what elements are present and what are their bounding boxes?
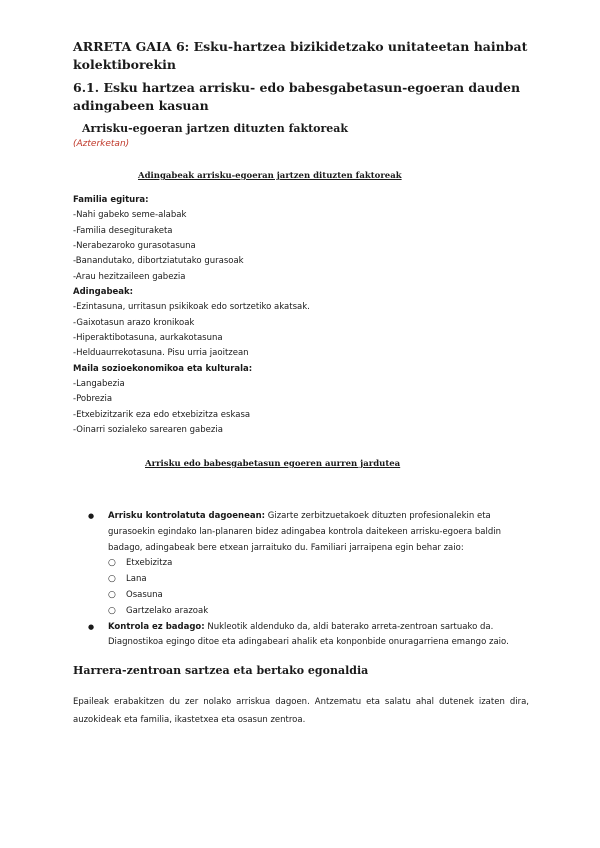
bullet-text: Nukleotik aldenduko da, aldi baterako arreta-zentroan sartuako da. Diagnostikoa egingo ditoe eta adingabeari ahalik eta konponbide onuragarriena emango zaio.: [108, 621, 509, 648]
subsection-title: Arrisku-egoeran jartzen dituzten faktoreak: [82, 122, 349, 135]
list-item: -Oinarri sozialeko sarearen gabezia: [73, 425, 223, 436]
filled-circle-bullet-icon: [88, 620, 98, 636]
hollow-circle-bullet-icon: ○: [108, 589, 116, 600]
factors-list: [73, 193, 533, 439]
list-item: -Hiperaktibotasuna, aurkakotasuna: [73, 333, 223, 344]
factor-group-label: Maila sozioekonomikoa eta kulturala:: [73, 363, 253, 374]
list-item: -Familia desegituraketa: [73, 225, 173, 236]
factors-heading: Adingabeak arrisku-egoeran jartzen dituzten faktoreak: [138, 171, 402, 181]
section-title: 6.1. Esku hartzea arrisku- edo babesgabetasun-egoeran dauden adingabeen kasuan: [73, 80, 521, 113]
hollow-circle-bullet-icon: ○: [108, 558, 116, 569]
list-item: -Etxebizitzarik eza edo etxebizitza eskasa: [73, 409, 251, 420]
hollow-circle-bullet-icon: ○: [108, 574, 116, 585]
list-item: -Arau hezitzaileen gabezia: [73, 271, 186, 282]
sub-item-text: Osasuna: [126, 589, 163, 600]
page-title: ARRETA GAIA 6: Esku-hartzea bizikidetzako unitateetan hainbat kolektiborekin: [73, 39, 528, 72]
sub-item-text: Etxebizitza: [126, 558, 173, 569]
bullet-label: Kontrola ez badago:: [108, 621, 205, 632]
actions-list: [88, 509, 528, 651]
hollow-circle-bullet-icon: ○: [108, 605, 116, 616]
sub-list-item: [88, 604, 528, 620]
entry-heading: Harrera-zentroan sartzea eta bertako egonaldia: [73, 664, 369, 677]
list-item: -Nerabezaroko gurasotasuna: [73, 241, 196, 252]
list-item: -Banandutako, dibortziatutako gurasoak: [73, 256, 244, 267]
list-item: -Langabezia: [73, 379, 125, 390]
bullet-item: [88, 620, 528, 652]
bullet-item: [88, 509, 528, 556]
exam-note: (Azterketan): [73, 139, 130, 149]
bullet-label: Arrisku kontrolatuta dagoenean:: [108, 511, 266, 521]
sub-list-item: [88, 572, 528, 588]
sub-list-item: [88, 556, 528, 572]
list-item: -Gaixotasun arazo kronikoak: [73, 317, 195, 328]
factor-group-label: Adingabeak:: [73, 287, 134, 298]
bullet-text: Gizarte zerbitzuetakoek dituzten profesionalekin eta gurasoekin egindako lan-planaren bidez adingabea kontrola daitekeen arrisku-egoera baldin badago, adingabeak bere etxean jarraituko du. Familiari jarraipena egin behar zaio:: [108, 511, 502, 553]
list-item: -Pobrezia: [73, 394, 113, 405]
sub-item-text: Gartzelako arazoak: [126, 605, 209, 616]
entry-paragraph: Epaileak erabakitzen du zer nolako arriskua dagoen. Antzematu eta salatu ahal dutenek izaten dira, auzokideak eta familia, ikastetxea eta osasun zentroa.: [73, 697, 529, 725]
actions-heading: Arrisku edo babesgabetasun egoeren aurren jarduteа: [145, 459, 401, 469]
factor-group-label: Familia egitura:: [73, 195, 149, 205]
list-item: -Ezintasuna, urritasun psikikoak edo sortzetiko akatsak.: [73, 302, 310, 313]
sub-list: [88, 556, 528, 619]
sub-item-text: Lana: [126, 574, 147, 585]
list-item: -Helduaurrekotasuna. Pisu urria jaoitzean: [73, 348, 249, 359]
filled-circle-bullet-icon: [88, 509, 98, 525]
sub-list-item: [88, 588, 528, 604]
list-item: -Nahi gabeko seme-alabak: [73, 210, 187, 221]
